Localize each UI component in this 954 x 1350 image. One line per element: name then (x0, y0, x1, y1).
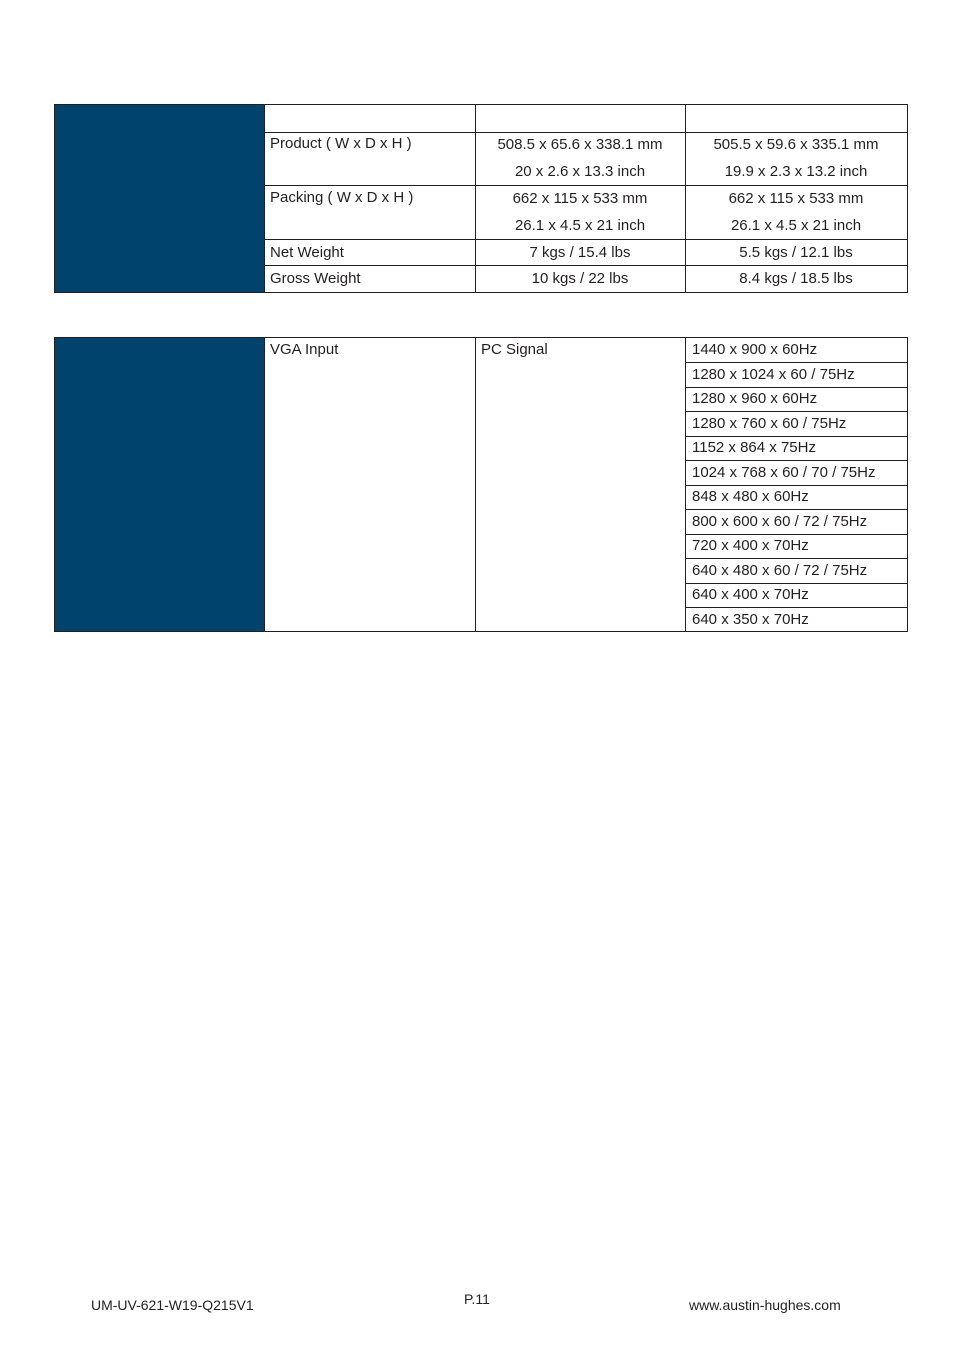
row-divider (685, 607, 907, 608)
resolution-cell: 640 x 400 x 70Hz (692, 586, 809, 603)
resolution-cell: 640 x 350 x 70Hz (692, 611, 809, 628)
resolution-cell: 1024 x 768 x 60 / 70 / 75Hz (692, 464, 876, 481)
row-divider (264, 185, 907, 186)
signal-type-cell: PC Signal (481, 341, 548, 358)
row-divider (685, 583, 907, 584)
row-divider (685, 460, 907, 461)
product-size-a-mm: 508.5 x 65.6 x 338.1 mm (497, 136, 663, 153)
row-divider (264, 239, 907, 240)
row-divider (685, 534, 907, 535)
gross-weight-b: 8.4 kgs / 18.5 lbs (739, 270, 853, 287)
page-number: P.11 (464, 1291, 490, 1307)
resolution-cell: 1280 x 1024 x 60 / 75Hz (692, 366, 855, 383)
resolution-cell: 1440 x 900 x 60Hz (692, 341, 818, 358)
column-divider (264, 105, 265, 292)
row-divider (685, 436, 907, 437)
net-weight-a: 7 kgs / 15.4 lbs (529, 244, 631, 261)
website-url: www.austin-hughes.com (689, 1297, 841, 1313)
row-divider (264, 265, 907, 266)
row-divider (264, 132, 907, 133)
packing-size-b-mm: 662 x 115 x 533 mm (728, 190, 864, 207)
section-header-block (55, 338, 264, 631)
product-size-b-mm: 505.5 x 59.6 x 335.1 mm (713, 136, 879, 153)
row-divider (685, 558, 907, 559)
row-divider (685, 485, 907, 486)
resolution-cell: 800 x 600 x 60 / 72 / 75Hz (692, 513, 868, 530)
column-divider (475, 338, 476, 631)
resolution-cell: 640 x 480 x 60 / 72 / 75Hz (692, 562, 868, 579)
document-code: UM-UV-621-W19-Q215V1 (91, 1297, 254, 1313)
resolution-cell: 1280 x 760 x 60 / 75Hz (692, 415, 847, 432)
packing-size-a-mm: 662 x 115 x 533 mm (512, 190, 648, 207)
resolution-cell: 1280 x 960 x 60Hz (692, 390, 818, 407)
net-weight-b: 5.5 kgs / 12.1 lbs (739, 244, 853, 261)
row-divider (685, 509, 907, 510)
column-divider (264, 338, 265, 631)
row-label-gross-weight: Gross Weight (270, 270, 361, 287)
packing-size-b-inch: 26.1 x 4.5 x 21 inch (730, 217, 862, 234)
resolution-cell: 720 x 400 x 70Hz (692, 537, 809, 554)
row-label-packing: Packing ( W x D x H ) (270, 189, 414, 206)
row-divider (685, 362, 907, 363)
row-divider (685, 387, 907, 388)
timing-table (54, 337, 908, 632)
product-size-b-inch: 19.9 x 2.3 x 13.2 inch (724, 163, 868, 180)
row-label-net-weight: Net Weight (270, 244, 344, 261)
dimensions-table (54, 104, 908, 293)
row-label-product: Product ( W x D x H ) (270, 135, 412, 152)
packing-size-a-inch: 26.1 x 4.5 x 21 inch (514, 217, 646, 234)
resolution-cell: 848 x 480 x 60Hz (692, 488, 809, 505)
section-header-block (55, 105, 264, 292)
row-divider (685, 411, 907, 412)
product-size-a-inch: 20 x 2.6 x 13.3 inch (514, 163, 646, 180)
input-type-cell: VGA Input (270, 341, 339, 358)
resolution-cell: 1152 x 864 x 75Hz (692, 439, 816, 456)
gross-weight-a: 10 kgs / 22 lbs (531, 270, 629, 287)
